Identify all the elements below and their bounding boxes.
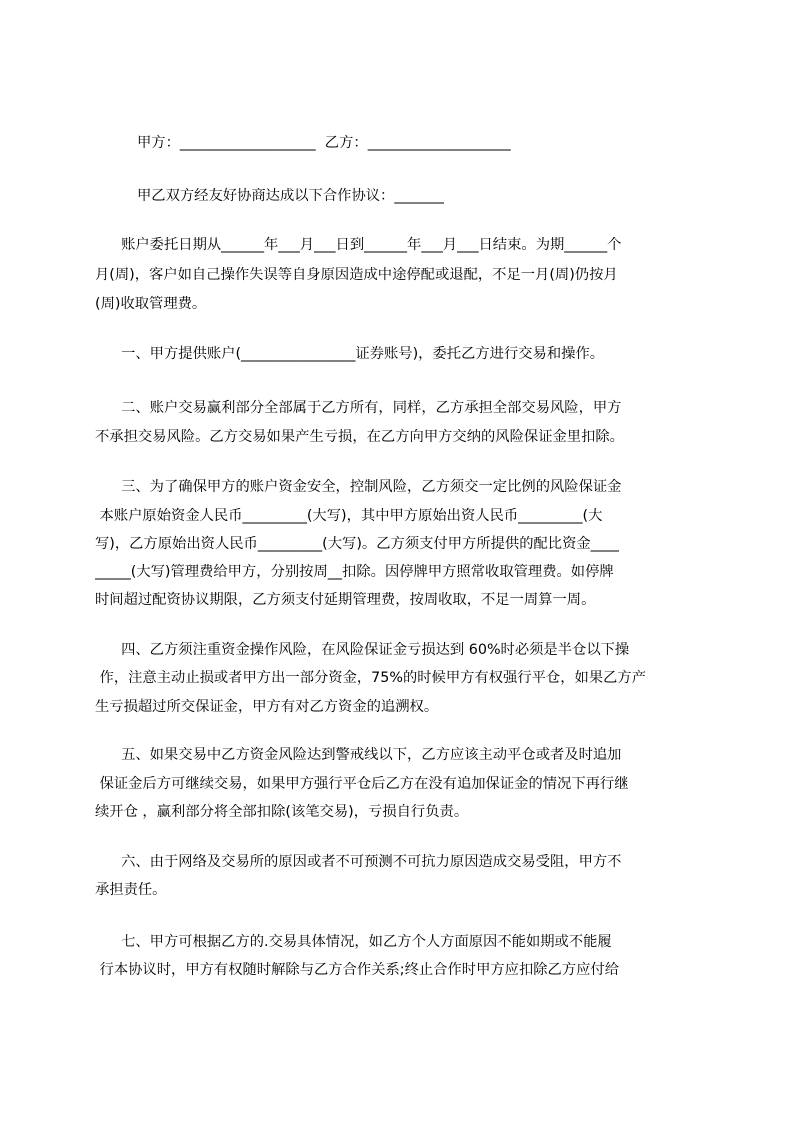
paragraph-line: 行本协议时，甲方有权随时解除与乙方合作关系;终止合作时甲方应扣除乙方应付给 — [95, 962, 620, 978]
paragraph-line: 月(周)，客户如自己操作失误等自身原因造成中途停配或退配，不足一月(周)仍按月 — [95, 267, 618, 283]
paragraph-line: 账户委托日期从______年___月___日到______年___月___日结束。为期______个 — [112, 237, 622, 253]
paragraph-line: 续开仓 ，赢利部分将全部扣除(该笔交易)，亏损自行负责。 — [95, 804, 469, 820]
paragraph-line: 一、甲方提供账户(________________证券账号)，委托乙方进行交易和操作。 — [112, 346, 605, 362]
paragraph-line: 七、甲方可根据乙方的.交易具体情况，如乙方个人方面原因不能如期或不能履 — [112, 934, 612, 950]
paragraph-line: 时间超过配资协议期限，乙方须支付延期管理费，按周收取，不足一周算一周。 — [95, 592, 596, 608]
paragraph-line: (周)收取管理费。 — [95, 296, 207, 312]
paragraph-line: 五、如果交易中乙方资金风险达到警戒线以下，乙方应该主动平仓或者及时追加 — [112, 747, 622, 763]
paragraph-line: 不承担交易风险。乙方交易如果产生亏损，在乙方向甲方交纳的风险保证金里扣除。 — [95, 429, 624, 445]
paragraph-line: _____(大写)管理费给甲方，分别按周__扣除。因停牌甲方照常收取管理费。如停牌 — [95, 564, 614, 580]
paragraph-line: 保证金后方可继续交易，如果甲方强行平仓后乙方在没有追加保证金的情况下再行继 — [95, 776, 629, 792]
paragraph-line: 作，注意主动止损或者甲方出一部分资金，75%的时候甲方有权强行平仓，如果乙方产 — [95, 670, 647, 686]
intro-line: 甲乙双方经友好协商达成以下合作协议：_______ — [137, 188, 445, 204]
paragraph-line: 三、为了确保甲方的账户资金安全，控制风险，乙方须交一定比例的风险保证金 — [112, 479, 622, 495]
paragraph-line: 六、由于网络及交易所的原因或者不可预测不可抗力原因造成交易受阻，甲方不 — [112, 854, 622, 870]
parties-line: 甲方：___________________ 乙方：____________________ — [137, 135, 511, 151]
paragraph-line: 生亏损超过所交保证金，甲方有对乙方资金的追溯权。 — [95, 699, 439, 715]
paragraph-line: 本账户原始资金人民币_________(大写)，其中甲方原始出资人民币_________(大 — [95, 508, 603, 524]
paragraph-line: 承担责任。 — [95, 882, 167, 898]
paragraph-line: 写)，乙方原始出资人民币_________(大写)。乙方须支付甲方所提供的配比资金____ — [95, 536, 620, 552]
paragraph-line: 四、乙方须注重资金操作风险，在风险保证金亏损达到 60%时必须是半仓以下操 — [112, 642, 630, 658]
paragraph-line: 二、账户交易赢利部分全部属于乙方所有，同样，乙方承担全部交易风险，甲方 — [112, 400, 622, 416]
